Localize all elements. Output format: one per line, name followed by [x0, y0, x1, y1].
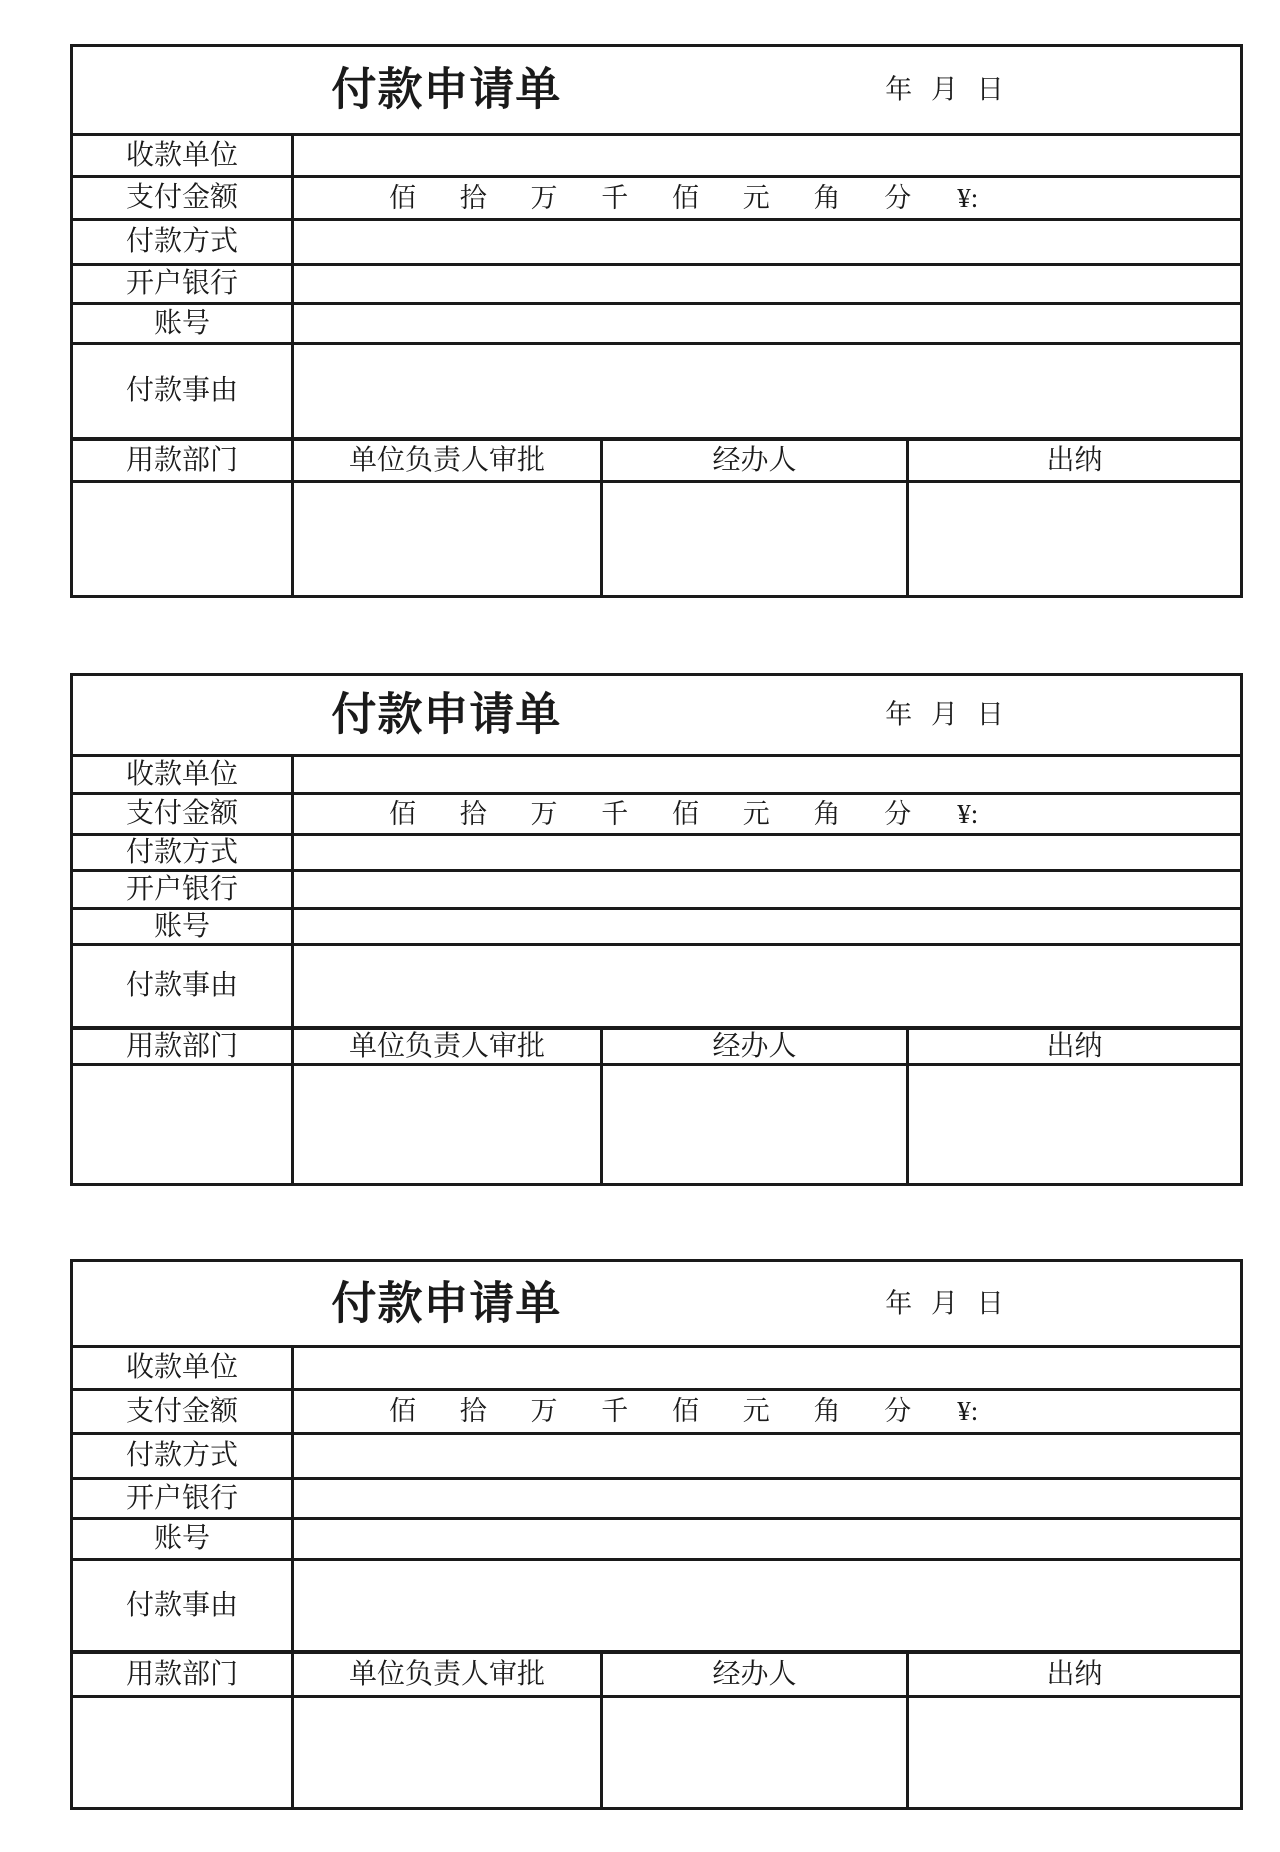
- account-input-cell[interactable]: [291, 302, 1240, 342]
- method-input-cell[interactable]: [291, 218, 1240, 263]
- leader-signature-cell[interactable]: [291, 480, 600, 595]
- payee-input-cell[interactable]: [291, 754, 1240, 792]
- cashier-header: 出纳: [906, 1650, 1240, 1695]
- reason-input-cell[interactable]: [291, 1558, 1240, 1650]
- reason-input-cell[interactable]: [291, 943, 1240, 1026]
- form-title: 付款申请单: [331, 1278, 562, 1328]
- account-input-cell[interactable]: [291, 907, 1240, 943]
- dept-header: 用款部门: [73, 1026, 291, 1063]
- date-line: 年 月 日: [885, 74, 1004, 105]
- dept-header: 用款部门: [73, 437, 291, 480]
- handler-signature-cell[interactable]: [600, 1063, 906, 1183]
- account-label: 账号: [73, 302, 291, 342]
- amount-label: 支付金额: [73, 1388, 291, 1432]
- bank-label: 开户银行: [73, 869, 291, 907]
- account-input-cell[interactable]: [291, 1517, 1240, 1558]
- payee-input-cell[interactable]: [291, 1345, 1240, 1388]
- handler-header: 经办人: [600, 437, 906, 480]
- amount-digit-units: 佰 拾 万 千 佰 元 角 分: [389, 1396, 912, 1426]
- amount-label: 支付金额: [73, 175, 291, 218]
- payee-label: 收款单位: [73, 754, 291, 792]
- reason-label: 付款事由: [73, 342, 291, 437]
- cashier-header: 出纳: [906, 1026, 1240, 1063]
- reason-label: 付款事由: [73, 1558, 291, 1650]
- currency-symbol: ¥:: [957, 798, 979, 829]
- reason-label: 付款事由: [73, 943, 291, 1026]
- account-label: 账号: [73, 1517, 291, 1558]
- cashier-signature-cell[interactable]: [906, 1695, 1240, 1807]
- payment-request-form-3: [70, 1259, 1243, 1810]
- form-title: 付款申请单: [331, 64, 562, 115]
- amount-digit-units: 佰 拾 万 千 佰 元 角 分: [389, 798, 912, 829]
- date-line: 年 月 日: [885, 1288, 1004, 1318]
- bank-label: 开户银行: [73, 1477, 291, 1517]
- method-label: 付款方式: [73, 1432, 291, 1477]
- method-input-cell[interactable]: [291, 833, 1240, 869]
- payee-input-cell[interactable]: [291, 133, 1240, 175]
- reason-input-cell[interactable]: [291, 342, 1240, 437]
- payee-label: 收款单位: [73, 133, 291, 175]
- handler-signature-cell[interactable]: [600, 480, 906, 595]
- cashier-signature-cell[interactable]: [906, 480, 1240, 595]
- amount-input-cell[interactable]: [291, 1388, 1240, 1432]
- leader-approval-header: 单位负责人审批: [291, 1650, 600, 1695]
- bank-input-cell[interactable]: [291, 869, 1240, 907]
- form-title-row: [73, 676, 1240, 754]
- dept-signature-cell[interactable]: [73, 1695, 291, 1807]
- handler-header: 经办人: [600, 1026, 906, 1063]
- amount-input-cell[interactable]: [291, 175, 1240, 218]
- payee-label: 收款单位: [73, 1345, 291, 1388]
- leader-signature-cell[interactable]: [291, 1695, 600, 1807]
- currency-symbol: ¥:: [957, 1396, 979, 1426]
- amount-digit-units: 佰 拾 万 千 佰 元 角 分: [389, 182, 912, 213]
- method-label: 付款方式: [73, 833, 291, 869]
- cashier-signature-cell[interactable]: [906, 1063, 1240, 1183]
- form-title: 付款申请单: [331, 689, 562, 740]
- bank-input-cell[interactable]: [291, 1477, 1240, 1517]
- dept-signature-cell[interactable]: [73, 1063, 291, 1183]
- method-label: 付款方式: [73, 218, 291, 263]
- handler-signature-cell[interactable]: [600, 1695, 906, 1807]
- bank-input-cell[interactable]: [291, 263, 1240, 302]
- method-input-cell[interactable]: [291, 1432, 1240, 1477]
- cashier-header: 出纳: [906, 437, 1240, 480]
- account-label: 账号: [73, 907, 291, 943]
- currency-symbol: ¥:: [957, 182, 979, 213]
- payment-request-form-2: [70, 673, 1243, 1186]
- form-title-row: [73, 1262, 1240, 1345]
- dept-signature-cell[interactable]: [73, 480, 291, 595]
- form-title-row: [73, 47, 1240, 133]
- date-line: 年 月 日: [885, 699, 1004, 730]
- dept-header: 用款部门: [73, 1650, 291, 1695]
- leader-signature-cell[interactable]: [291, 1063, 600, 1183]
- leader-approval-header: 单位负责人审批: [291, 1026, 600, 1063]
- handler-header: 经办人: [600, 1650, 906, 1695]
- leader-approval-header: 单位负责人审批: [291, 437, 600, 480]
- amount-input-cell[interactable]: [291, 792, 1240, 833]
- bank-label: 开户银行: [73, 263, 291, 302]
- payment-request-form-1: [70, 44, 1243, 598]
- amount-label: 支付金额: [73, 792, 291, 833]
